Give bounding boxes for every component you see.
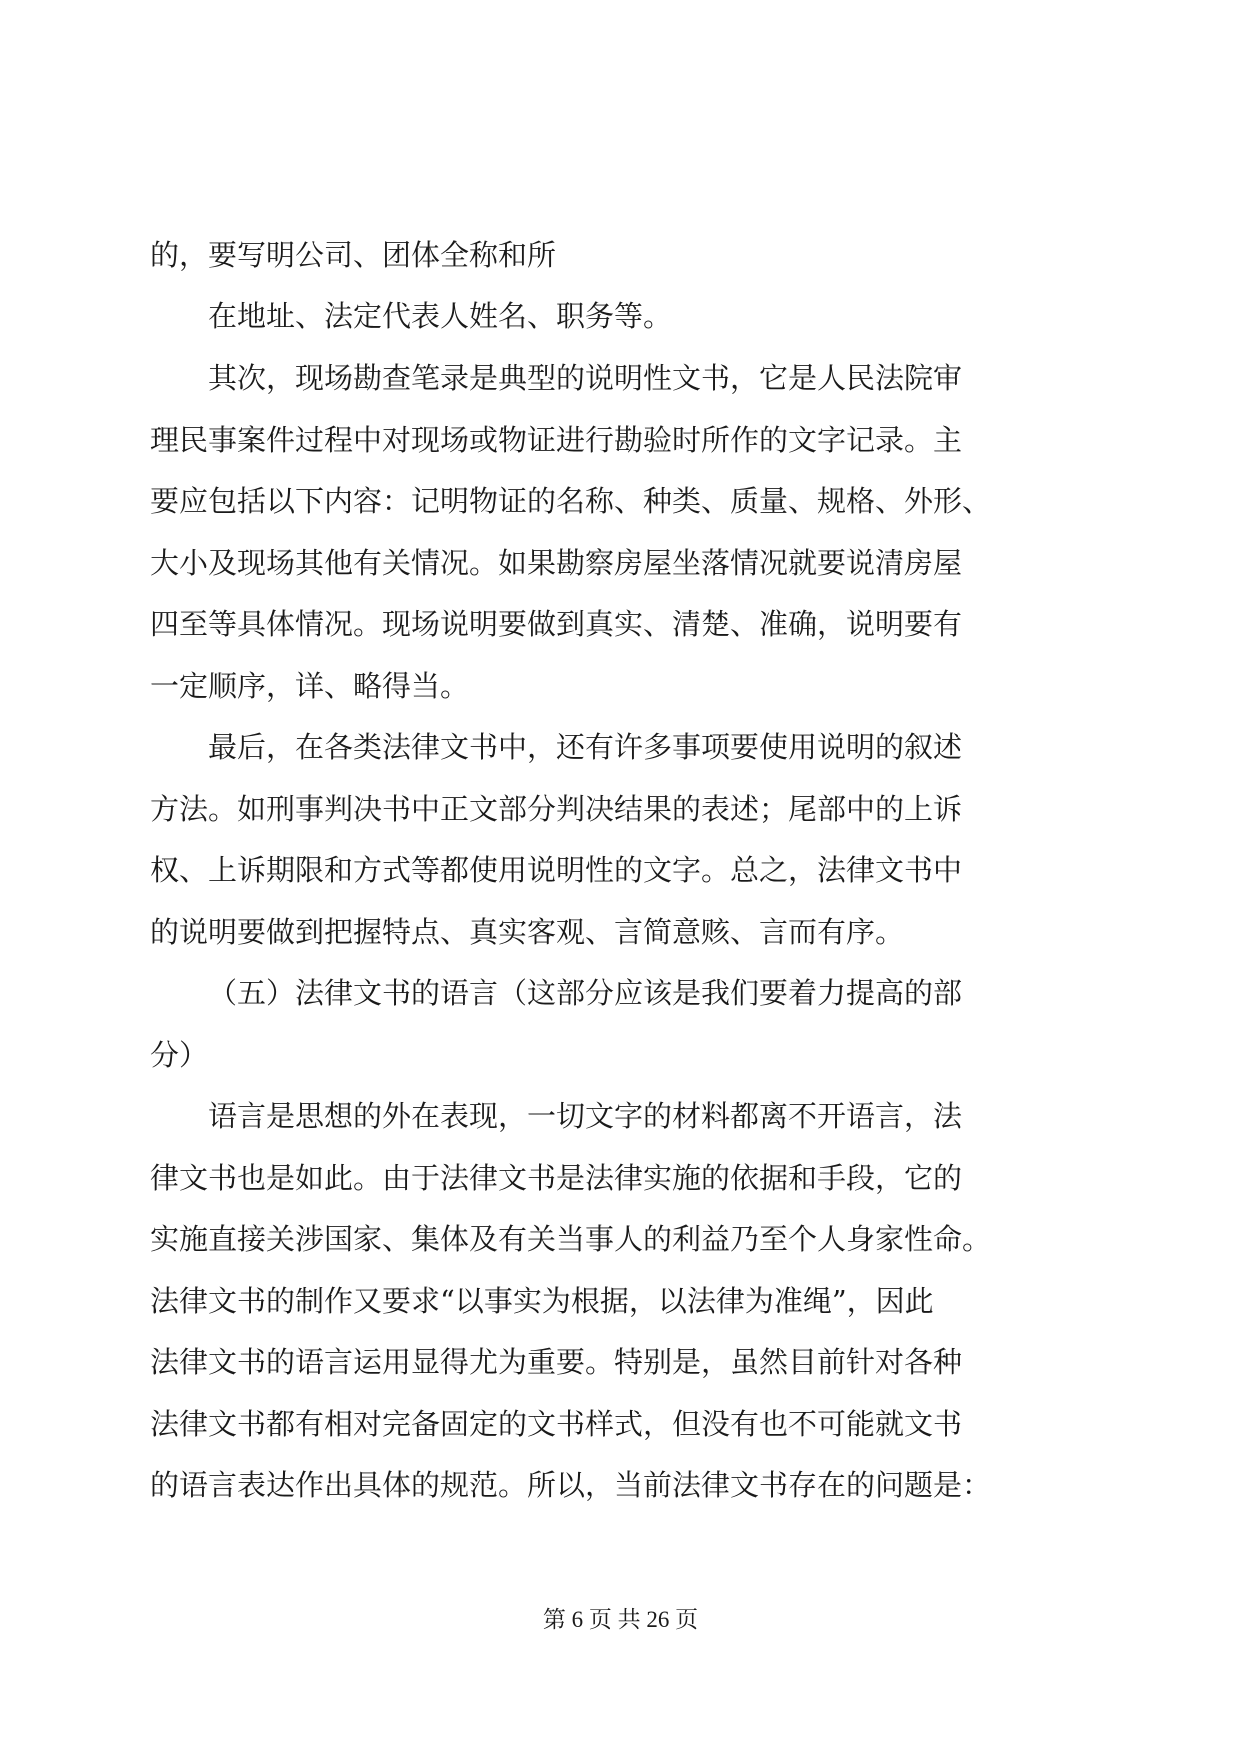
section-heading: （五）法律文书的语言（这部分应该是我们要着力提高的部 [208, 976, 963, 1010]
text-line: 的语言表达作出具体的规范。所以，当前法律文书存在的问题是： [150, 1468, 992, 1502]
text-line: 大小及现场其他有关情况。如果勘察房屋坐落情况就要说清房屋 [150, 546, 963, 580]
text-line: 律文书也是如此。由于法律文书是法律实施的依据和手段，它的 [150, 1161, 963, 1195]
section-heading-cont: 分） [150, 1038, 209, 1072]
text-line: 法律文书都有相对完备固定的文书样式，但没有也不可能就文书 [150, 1407, 963, 1441]
text-line: 语言是思想的外在表现，一切文字的材料都离不开语言，法 [208, 1099, 963, 1133]
text-line: 其次，现场勘查笔录是典型的说明性文书，它是人民法院审 [208, 361, 963, 395]
text-line: 四至等具体情况。现场说明要做到真实、清楚、准确，说明要有 [150, 607, 963, 641]
text-line: 在地址、法定代表人姓名、职务等。 [208, 299, 673, 333]
text-line: 法律文书的语言运用显得尤为重要。特别是，虽然目前针对各种 [150, 1345, 963, 1379]
text-line: 方法。如刑事判决书中正文部分判决结果的表述；尾部中的上诉 [150, 792, 963, 826]
text-line: 要应包括以下内容：记明物证的名称、种类、质量、规格、外形、 [150, 484, 992, 518]
text-line: 的，要写明公司、团体全称和所 [150, 238, 557, 272]
text-line: 的说明要做到把握特点、真实客观、言简意赅、言而有序。 [150, 915, 905, 949]
page-footer: 第 6 页 共 26 页 [542, 1607, 699, 1632]
text-line: 实施直接关涉国家、集体及有关当事人的利益乃至个人身家性命。 [150, 1222, 992, 1256]
text-line: 最后，在各类法律文书中，还有许多事项要使用说明的叙述 [208, 730, 963, 764]
text-line: 权、上诉期限和方式等都使用说明性的文字。总之，法律文书中 [150, 853, 963, 887]
text-line: 一定顺序，详、略得当。 [150, 669, 470, 703]
text-line: 法律文书的制作又要求“以事实为根据，以法律为准绳”，因此 [150, 1284, 934, 1318]
text-line: 理民事案件过程中对现场或物证进行勘验时所作的文字记录。主 [150, 423, 963, 457]
